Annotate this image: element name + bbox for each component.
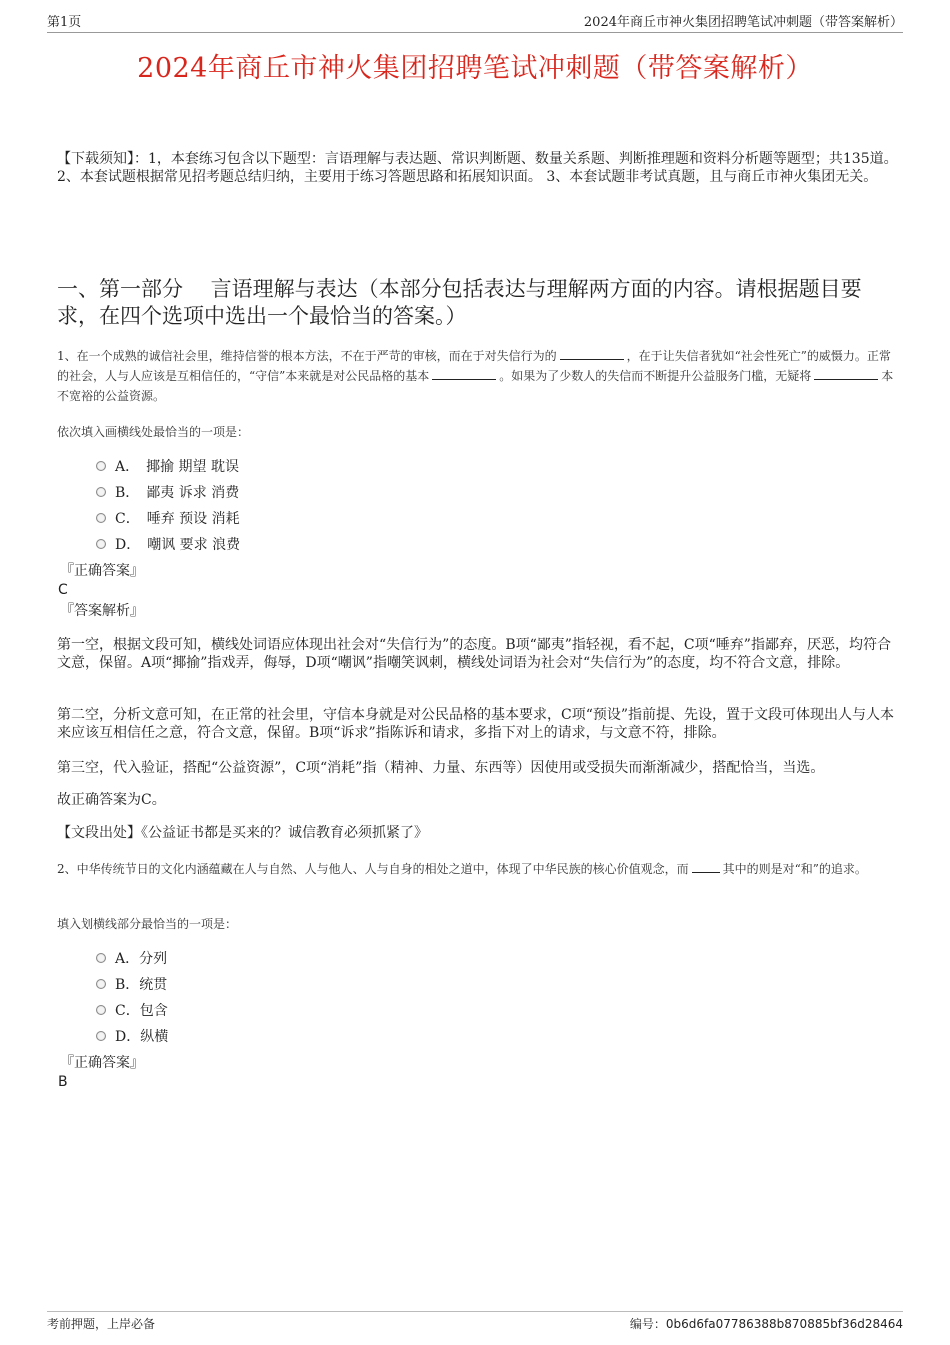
document-code: 编号：0b6d6fa07786388b870885bf36d28464 — [629, 1317, 903, 1331]
question-1-stem: 1、在一个成熟的诚信社会里，维持信誉的根本方法，不在于严苛的审核，而在于对失信行为的 ，在于让失信者犹如“社会性死亡”的威慑力。正常的社会，人与人应该是互相信任的，“守信”本来就是对公民品格的基本 。如果为了少数人的失信而不断提升公益服务门槛，无疑将 本不宽裕的公益资源。 — [57, 349, 894, 403]
question-2-prompt: 填入划横线部分最恰当的一项是： — [57, 917, 238, 931]
question-2-stem: 2、中华传统节日的文化内涵蕴藏在人与自然、人与他人、人与自身的相处之道中，体现了中华民族的核心价值观念，而 其中的则是对“和”的追求。 — [57, 862, 867, 876]
question-1-options — [96, 453, 240, 557]
analysis-label: 『答案解析』 — [60, 603, 144, 619]
analysis-paragraph-3: 第三空，代入验证，搭配“公益资源”，C项“消耗”指（精神、力量、东西等）因使用或受损失而渐渐减少，搭配恰当，当选。 — [57, 760, 825, 776]
question-1-prompt: 依次填入画横线处最恰当的一项是： — [57, 425, 250, 439]
option-a[interactable]: A． 揶揄 期望 耽误 — [96, 453, 240, 479]
footer-slogan: 考前押题，上岸必备 — [47, 1317, 156, 1331]
page-footer — [47, 1311, 903, 1331]
analysis-paragraph-2: 第二空，分析文意可知，在正常的社会里，守信本身就是对公民品格的基本要求，C项“预设”指前提、先设，置于文段可体现出人与人本来应该互相信任之意，符合文意，保留。B项“诉求”指陈诉和请求，多指下对上的请求，与文意不符，排除。 — [57, 707, 895, 741]
blank-1 — [560, 347, 624, 360]
answer-label: 『正确答案』 — [60, 1055, 144, 1071]
option-b[interactable]: B．统贯 — [96, 971, 168, 997]
download-notice: 【下载须知】：1，本套练习包含以下题型：言语理解与表达题、常识判断题、数量关系题、判断推理题和资料分析题等题型；共135道。 2、本套试题根据常见招考题总结归纳，主要用于练习答题思路和拓展知识面。 3、本套试题非考试真题，且与商丘市神火集团无关。 — [57, 151, 898, 185]
document-title: 2024年商丘市神火集团招聘笔试冲刺题（带答案解析） — [137, 53, 813, 84]
header-doc-title: 2024年商丘市神火集团招聘笔试冲刺题（带答案解析） — [583, 15, 903, 30]
question-2-options — [96, 945, 168, 1049]
radio-icon[interactable] — [96, 539, 106, 549]
option-a[interactable]: A．分列 — [96, 945, 168, 971]
analysis-paragraph-1: 第一空，根据文段可知，横线处词语应体现出社会对“失信行为”的态度。B项“鄙夷”指轻视，看不起，C项“唾弃”指鄙弃，厌恶，均符合文意，保留。A项“揶揄”指戏弄，侮辱，D项“嘲讽”指嘲笑讽刺，横线处词语为社会对“失信行为”的态度，均不符合文意，排除。 — [57, 637, 891, 671]
radio-icon[interactable] — [96, 461, 106, 471]
radio-icon[interactable] — [96, 487, 106, 497]
option-b[interactable]: B． 鄙夷 诉求 消费 — [96, 479, 240, 505]
radio-icon[interactable] — [96, 513, 106, 523]
answer-value: C — [58, 582, 68, 598]
blank-3 — [814, 367, 878, 380]
radio-icon[interactable] — [96, 979, 106, 989]
page-header — [47, 14, 903, 33]
section-heading: 一、第一部分 言语理解与表达（本部分包括表达与理解两方面的内容。请根据题目要求，在四个选项中选出一个最恰当的答案。） — [57, 277, 862, 328]
blank-4 — [692, 860, 720, 873]
option-c[interactable]: C．包含 — [96, 997, 168, 1023]
radio-icon[interactable] — [96, 953, 106, 963]
radio-icon[interactable] — [96, 1005, 106, 1015]
answer-label: 『正确答案』 — [60, 563, 144, 579]
radio-icon[interactable] — [96, 1031, 106, 1041]
option-d[interactable]: D． 嘲讽 要求 浪费 — [96, 531, 240, 557]
analysis-conclusion: 故正确答案为C。 — [57, 792, 166, 808]
option-d[interactable]: D．纵横 — [96, 1023, 168, 1049]
source-citation: 【文段出处】《公益证书都是买来的？诚信教育必须抓紧了》 — [57, 825, 428, 841]
page-number: 第1页 — [47, 15, 82, 30]
blank-2 — [432, 367, 496, 380]
option-c[interactable]: C． 唾弃 预设 消耗 — [96, 505, 240, 531]
answer-value: B — [58, 1074, 68, 1090]
